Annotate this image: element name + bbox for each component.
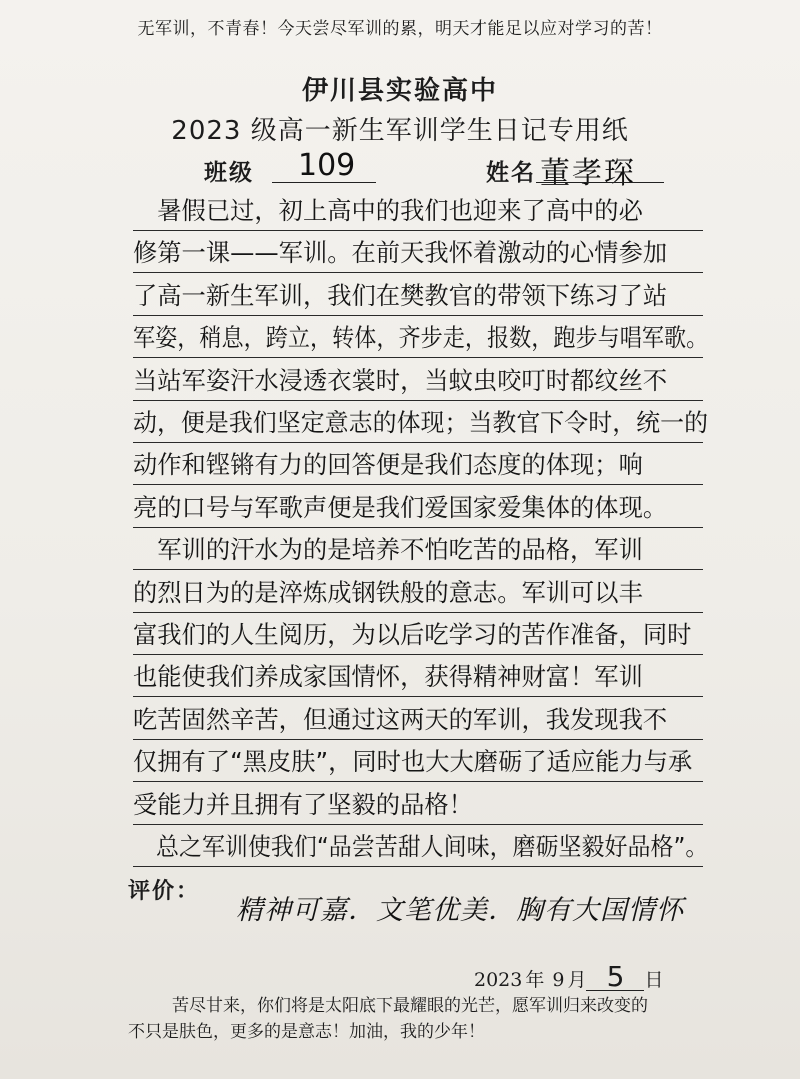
diary-line-16: 总之军训使我们“品尝苦甜人间味，磨砺坚毅好品格”。 [133,832,709,861]
diary-line-2: 修第一课——军训。在前天我怀着激动的心情参加 [133,238,668,268]
ruled-line [133,824,703,825]
ruled-line [133,696,703,697]
diary-line-13: 吃苦固然辛苦，但通过这两天的军训，我发现我不 [133,704,668,734]
date-day-field [586,960,644,993]
sheet-title: 2023 级高一新生军训学生日记专用纸 [171,116,629,146]
class-label: 班级 [204,160,254,186]
ruled-line [133,527,703,528]
diary-line-15: 受能力并且拥有了坚毅的品格！ [133,789,473,819]
diary-line-10: 的烈日为的是淬炼成钢铁般的意志。军训可以丰 [133,577,643,607]
diary-line-9: 军训的汗水为的是培养不怕吃苦的品格，军训 [133,535,643,565]
ruled-line [133,315,703,316]
evaluation-label: 评价： [128,879,201,904]
date-month: 9 [552,969,565,991]
class-value: 109 [298,148,356,183]
ruled-line [133,739,703,740]
footer-line-2: 不只是肤色，更多的是意志！加油，我的少年！ [128,1022,485,1042]
diary-line-1: 暑假已过，初上高中的我们也迎来了高中的必 [133,196,643,225]
diary-line-7: 动作和铿锵有力的回答便是我们态度的体现；响 [133,450,643,480]
diary-line-12: 也能使我们养成家国情怀，获得精神财富！军训 [133,662,643,692]
ruled-line [133,272,703,273]
diary-line-14: 仅拥有了“黑皮肤”，同时也大大磨砺了适应能力与承 [133,747,693,777]
footer-line-1: 苦尽甘来，你们将是太阳底下最耀眼的光芒，愿军训归来改变的 [172,996,648,1016]
date-year: 2023 [474,969,523,991]
diary-line-3: 了高一新生军训，我们在樊教官的带领下练习了站 [133,280,668,310]
name-value: 董孝琛 [540,156,636,191]
date-day-unit: 日 [644,969,664,991]
date-year-unit: 年 [525,969,545,991]
diary-line-11: 富我们的人生阅历，为以后吃学习的苦作准备，同时 [133,620,692,649]
diary-line-5: 当站军姿汗水浸透衣裳时，当蚊虫咬叮时都纹丝不 [133,365,668,395]
ruled-line [133,569,703,570]
ruled-line [133,484,703,485]
school-name: 伊川县实验高中 [301,76,498,106]
ruled-line [133,230,703,231]
class-underline [272,182,376,183]
ruled-line [133,442,703,443]
date-month-unit: 月 [567,969,587,991]
diary-line-6: 动，便是我们坚定意志的体现；当教官下令时，统一的 [133,408,709,437]
date-row [474,960,664,993]
ruled-line [133,612,703,613]
ruled-line [133,866,703,867]
top-slogan: 无军训，不青春！今天尝尽军训的累，明天才能足以应对学习的苦！ [137,19,663,39]
diary-line-4: 军姿，稍息，跨立，转体，齐步走，报数，跑步与唱军歌。 [133,323,709,353]
ruled-line [133,357,703,358]
diary-line-8: 亮的口号与军歌声便是我们爱国家爱集体的体现。 [133,492,668,522]
name-underline [536,182,664,183]
ruled-line [133,654,703,655]
date-day-underline [586,990,644,991]
date-day: 5 [606,960,625,993]
evaluation-text: 精神可嘉．文笔优美．胸有大国情怀 [236,895,684,926]
ruled-line [133,781,703,782]
name-label: 姓名 [486,160,536,186]
ruled-line [133,400,703,401]
